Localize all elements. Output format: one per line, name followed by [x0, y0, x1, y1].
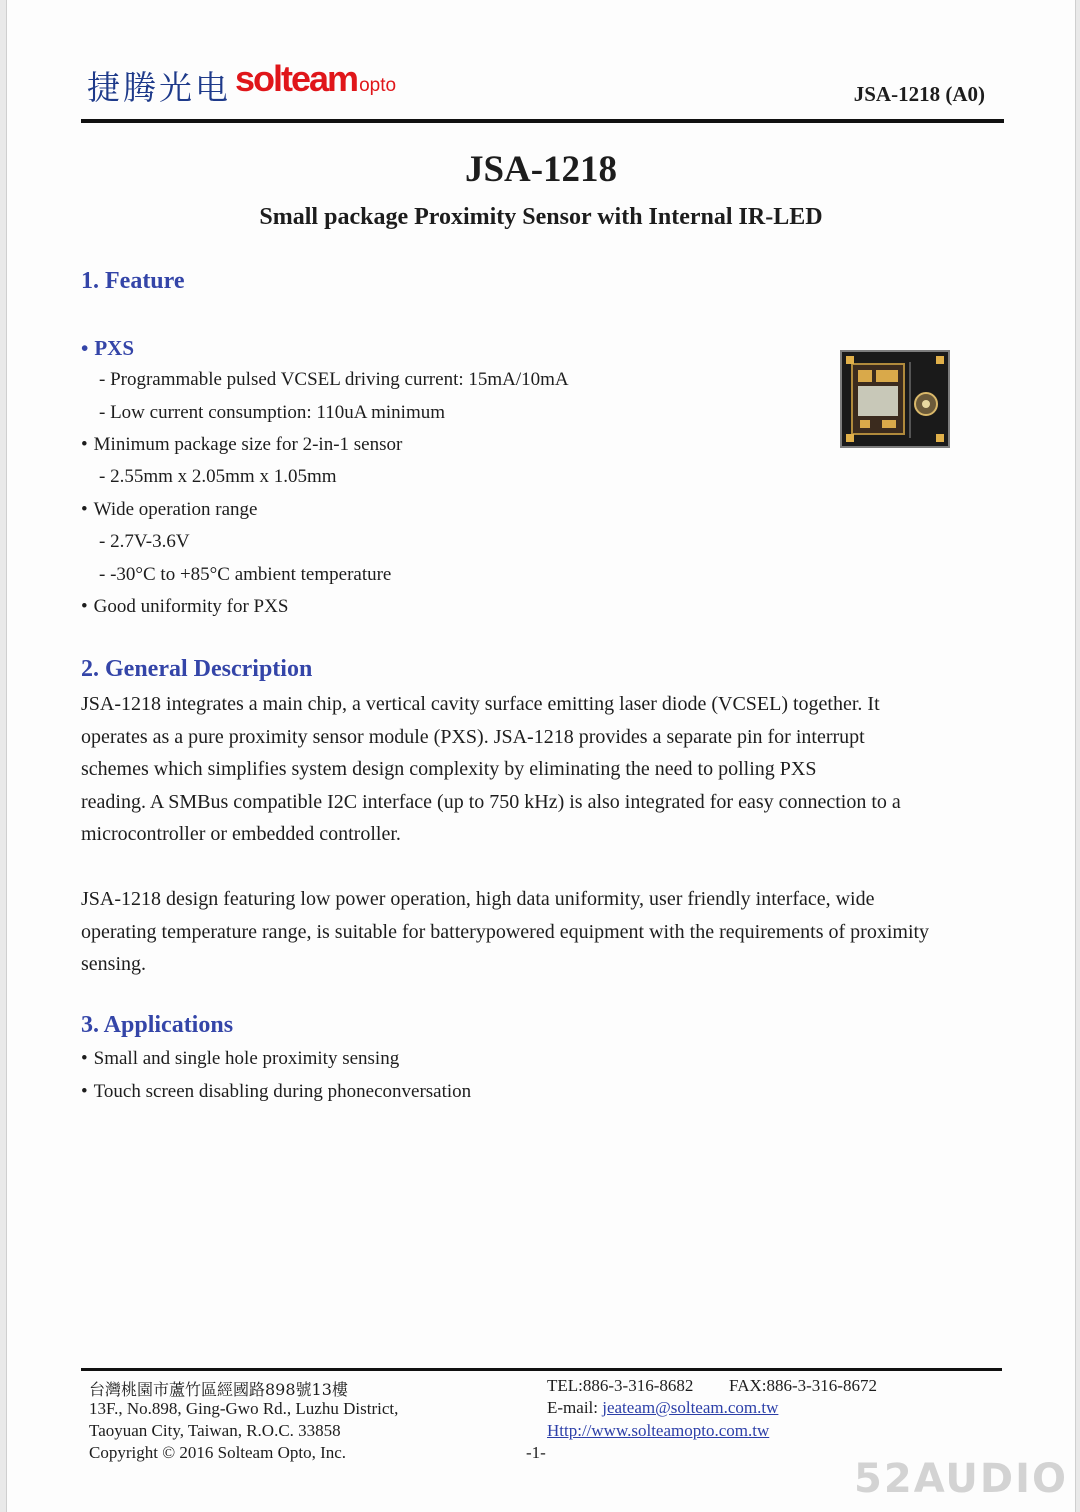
- range-bullet: [81, 499, 258, 521]
- range-label: Wide operation range: [93, 499, 258, 520]
- footer-copyright: Copyright © 2016 Solteam Opto, Inc.: [89, 1443, 347, 1462]
- package-label: Minimum package size for 2-in-1 sensor: [93, 434, 403, 455]
- logo-subtext: opto: [359, 75, 397, 96]
- footer-divider: [81, 1368, 1002, 1371]
- document-page: [6, 0, 1076, 1512]
- pxs-label: PXS: [94, 336, 135, 360]
- uniformity-label: Good uniformity for PXS: [93, 596, 289, 617]
- website-link[interactable]: Http://www.solteamopto.com.tw: [547, 1421, 770, 1440]
- feature-heading: 1. Feature: [81, 268, 185, 294]
- header-divider: [81, 119, 1004, 123]
- page-number: -1-: [526, 1443, 546, 1462]
- package-size-item: - 2.55mm x 2.05mm x 1.05mm: [99, 466, 337, 487]
- footer-email-row: [547, 1398, 778, 1418]
- application-label: Touch screen disabling during phoneconversation: [93, 1081, 472, 1102]
- application-item: [81, 1081, 471, 1103]
- email-label: E-mail:: [547, 1398, 598, 1417]
- chip-photo-icon: [842, 352, 948, 446]
- email-link[interactable]: jeateam@solteam.com.tw: [602, 1398, 779, 1417]
- logo-text: solteam: [235, 58, 358, 99]
- pxs-item-current-consumption: - Low current consumption: 110uA minimum: [99, 402, 446, 423]
- solteam-logo: [235, 58, 396, 100]
- paragraph-line: operating temperature range, is suitable for batterypowered equipment with the requirements of proximity: [81, 920, 930, 943]
- paragraph-line: schemes which simplifies system design complexity by eliminating the need to polling PXS: [81, 758, 817, 780]
- general-description-paragraph-1: [81, 688, 1011, 851]
- pxs-bullet: [81, 336, 134, 361]
- document-id: JSA-1218 (A0): [853, 82, 985, 106]
- paragraph-line: JSA-1218 integrates a main chip, a vertical cavity surface emitting laser diode (VCSEL) together. It: [81, 693, 880, 715]
- footer-address-chinese: 台灣桃園市蘆竹區經國路898號13樓: [89, 1380, 348, 1399]
- sensor-chip-image: [840, 350, 950, 448]
- application-label: Small and single hole proximity sensing: [93, 1048, 400, 1069]
- temperature-range-item: - -30°C to +85°C ambient temperature: [99, 564, 392, 585]
- uniformity-bullet: [81, 596, 288, 618]
- watermark: 52AUDIO: [854, 1456, 1068, 1502]
- paragraph-line: microcontroller or embedded controller.: [81, 823, 401, 845]
- applications-heading: 3. Applications: [81, 1012, 234, 1038]
- paragraph-line: reading. A SMBus compatible I2C interface (up to 750 kHz) is also integrated for easy connection to a: [81, 790, 901, 813]
- footer-fax: FAX:886-3-316-8672: [729, 1376, 877, 1395]
- pxs-item-driving-current: - Programmable pulsed VCSEL driving current: 15mA/10mA: [99, 369, 569, 390]
- footer-address-line-1: 13F., No.898, Ging-Gwo Rd., Luzhu District,: [89, 1399, 399, 1418]
- document-subtitle: Small package Proximity Sensor with Internal IR-LED: [259, 204, 823, 230]
- brand-chinese-name: 捷腾光电: [87, 68, 231, 107]
- paragraph-line: JSA-1218 design featuring low power operation, high data uniformity, user friendly interface, wide: [81, 888, 875, 910]
- footer-website-row: [547, 1421, 769, 1441]
- general-description-paragraph-2: [81, 883, 1011, 981]
- footer-telephone: TEL:886-3-316-8682: [547, 1376, 694, 1395]
- paragraph-line: operates as a pure proximity sensor module (PXS). JSA-1218 provides a separate pin for interrupt: [81, 725, 865, 748]
- voltage-range-item: - 2.7V-3.6V: [99, 531, 190, 552]
- general-description-heading: 2. General Description: [81, 656, 313, 682]
- document-title: JSA-1218: [464, 149, 618, 190]
- footer-address-line-2: Taoyuan City, Taiwan, R.O.C. 33858: [89, 1421, 341, 1440]
- package-bullet: [81, 434, 402, 456]
- application-item: [81, 1048, 399, 1070]
- paragraph-line: sensing.: [81, 953, 146, 975]
